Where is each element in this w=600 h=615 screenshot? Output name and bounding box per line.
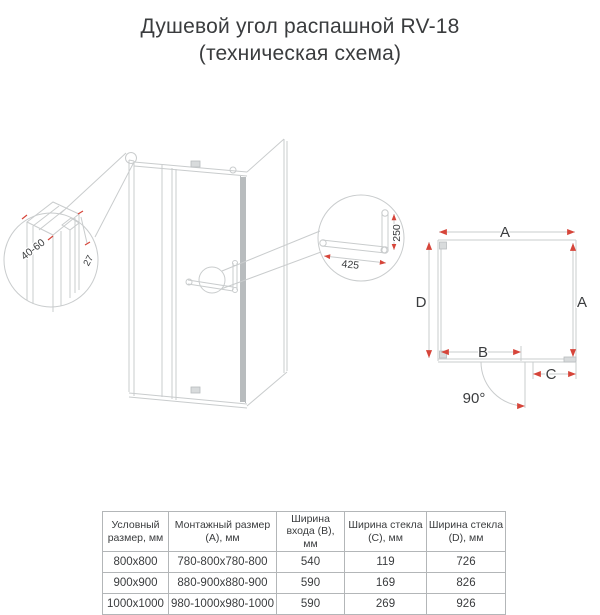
table-cell: 269 [345,594,427,615]
table-cell: 900x900 [103,573,169,594]
profile-width-dimension-label: 40-60 [18,236,48,263]
table-cell: 540 [277,552,345,573]
detail-source-ring [126,153,137,164]
table-cell: 926 [427,594,506,615]
table-cell: 880-900x880-900 [169,573,277,594]
table-cell: 590 [277,573,345,594]
door-handle-icon [186,261,238,293]
spec-table [102,511,506,615]
spec-table-row [103,573,506,594]
callout-leader-lines [60,153,321,290]
table-cell: 980-1000x980-1000 [169,594,277,615]
handle-height-dimension-label: 250 [391,224,403,242]
table-cell: 1000x1000 [103,594,169,615]
glass-edge-icon [564,357,576,362]
dimension-label-a-right: A [576,294,588,311]
table-cell: 726 [427,552,506,573]
title-line-2: (техническая схема) [198,42,402,65]
table-cell: 590 [277,594,345,615]
header-nominal-size: Условный размер, мм [103,512,169,552]
spec-table-header-row [103,512,506,552]
profile-detail-callout [4,202,98,312]
dimension-label-d-left: D [415,294,427,311]
handle-detail-callout [318,195,404,281]
wall-bracket-icon [230,167,236,173]
top-view-diagram [416,224,587,408]
door-angle-label: 90° [462,390,486,407]
spec-table-row [103,594,506,615]
profile-depth-dimension-label: 27 [81,253,97,269]
spec-table-row [103,552,506,573]
dimension-label-c-glass: C [545,366,557,383]
header-entry-width-b: Ширина входа (B), мм [277,512,345,552]
door-swing-arc [481,362,525,406]
table-cell: 826 [427,573,506,594]
header-mounting-size-a: Монтажный размер (A), мм [169,512,277,552]
handle-detail-icon [320,210,388,253]
dimension-label-a-top: A [499,224,511,241]
table-cell: 800x800 [103,552,169,573]
corner-profile-icon [440,242,447,249]
handle-length-dimension-label: 425 [340,258,360,272]
dimension-label-b-entry: B [477,344,489,361]
hinge-icon [191,161,200,167]
header-glass-width-d: Ширина стекла (D), мм [427,512,506,552]
header-glass-width-c: Ширина стекла (C), мм [345,512,427,552]
table-cell: 169 [345,573,427,594]
table-cell: 119 [345,552,427,573]
hinge-icon [191,387,200,393]
table-cell: 780-800x780-800 [169,552,277,573]
title-line-1: Душевой угол распашной RV-18 [140,15,460,38]
